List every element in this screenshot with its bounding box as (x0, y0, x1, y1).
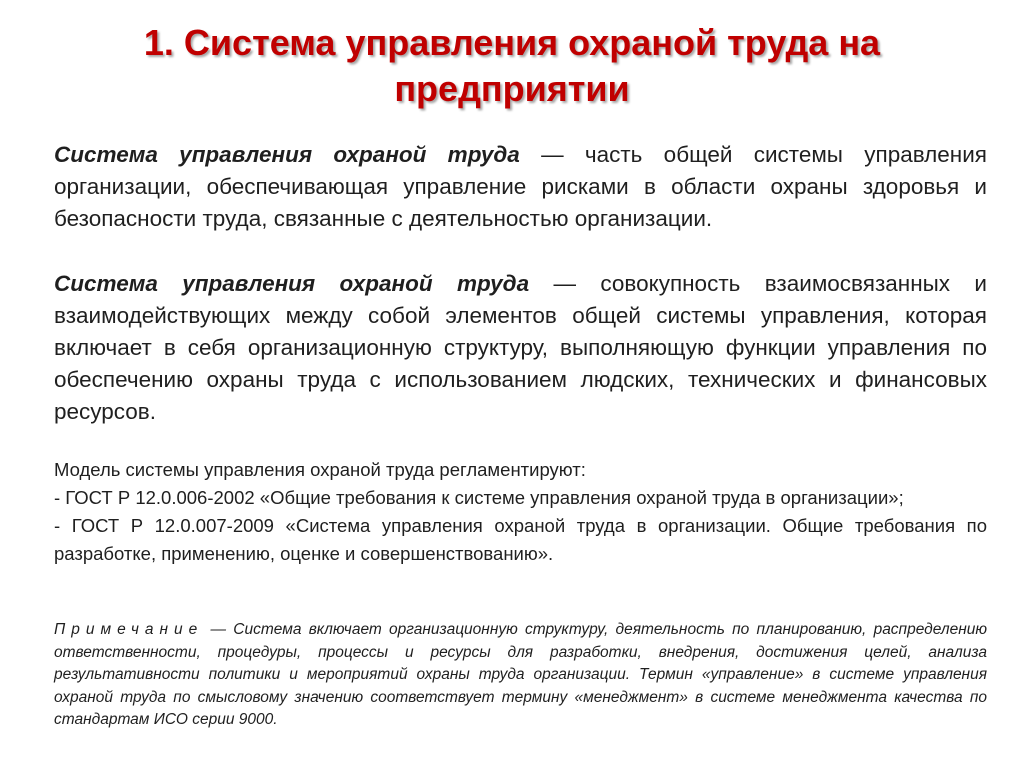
note-label: Примечание (54, 621, 204, 638)
definition-paragraph-2 (54, 268, 987, 428)
note-text: — Система включает организационную структуру, деятельность по планированию, распределению ответственности, процедуры, процессы и ресурсы для разработки, внедрения, достижения целей, анализа результативности политики и мероприятий охраны труда организации. Термин «управление» в системе управления охраной труда по смысловому значению соответствует термину «менеджмент» в системе менеджмента качества по стандартам ИСО серии 9000. (54, 621, 987, 728)
definition-text-1: — часть общей системы управления организации, обеспечивающая управление рисками в области охраны здоровья и безопасности труда, связанные с деятельностью организации. (54, 142, 987, 231)
definition-term-2: Система управления охраной труда (54, 271, 530, 296)
definition-paragraph-1 (54, 139, 987, 235)
note-paragraph (54, 619, 987, 732)
regulation-item: - ГОСТ Р 12.0.007-2009 «Система управления охраной труда в организации. Общие требования по разработке, применению, оценке и совершенствованию». (54, 515, 987, 564)
regulation-item: - ГОСТ Р 12.0.006-2002 «Общие требования к системе управления охраной труда в организации»; (54, 487, 904, 508)
definition-text-2: — совокупность взаимосвязанных и взаимодействующих между собой элементов общей системы управления, которая включает в себя организационную структуру, выполняющую функции управления по обеспечению охраны труда с использованием людских, технических и финансовых ресурсов. (54, 271, 987, 424)
definition-term-1: Система управления охраной труда (54, 142, 520, 167)
regulations-intro: Модель системы управления охраной труда регламентируют: (54, 459, 586, 480)
regulations-block (54, 456, 987, 568)
slide-title: 1. Система управления охраной труда на предприятии (143, 22, 881, 109)
